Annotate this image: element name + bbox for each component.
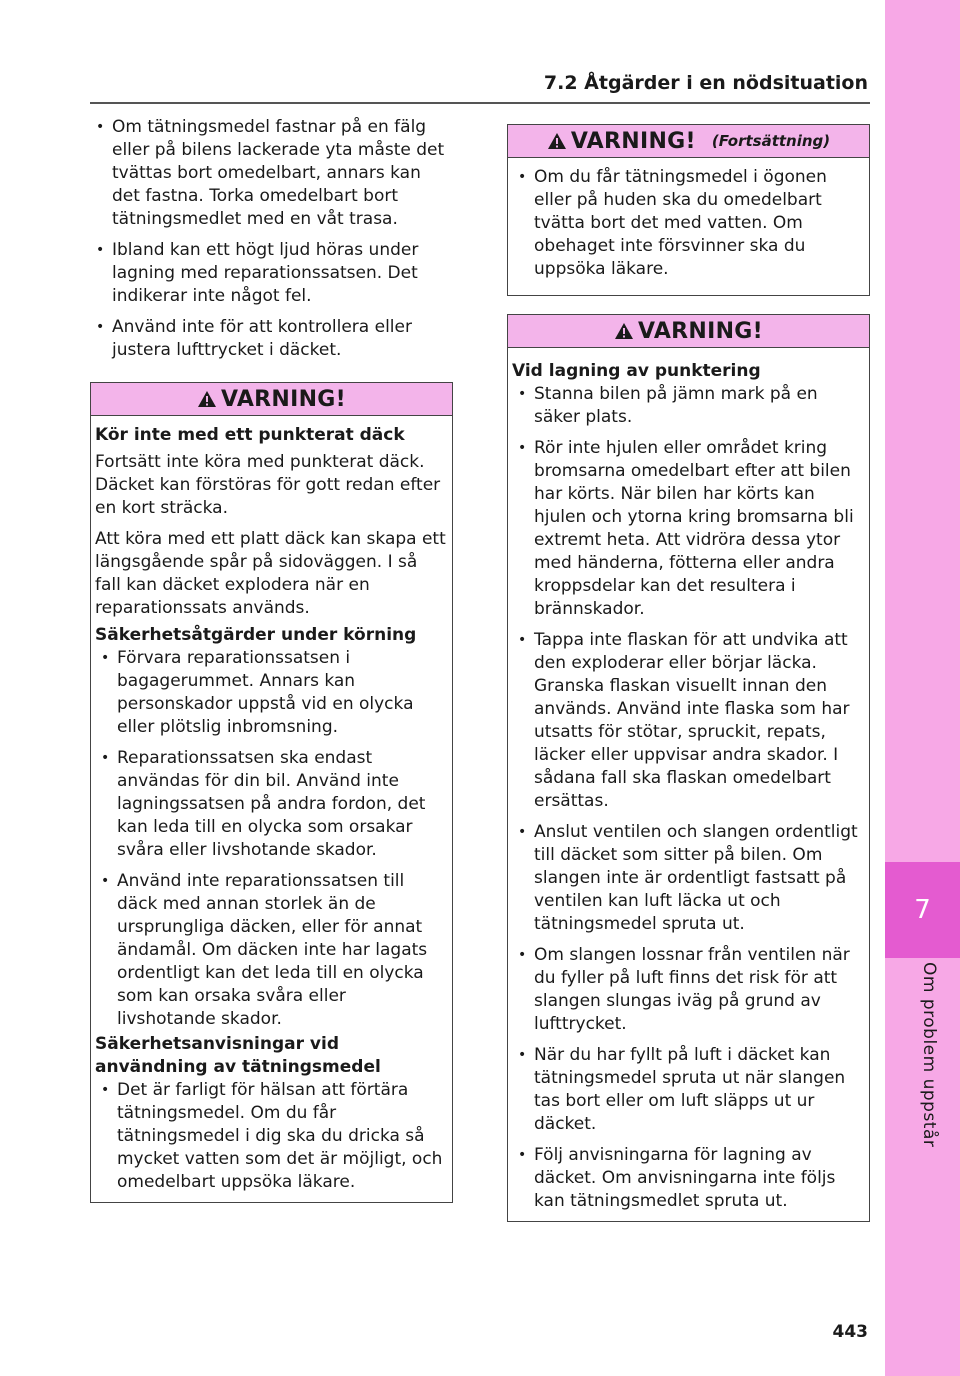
warning-subheading: Säkerhetsanvisningar vid användning av tätningsmedel — [95, 1034, 381, 1077]
warning-header — [91, 383, 452, 416]
chapter-label: Om problem uppstår — [919, 962, 939, 1148]
warning-list — [95, 647, 446, 1031]
page-number: 443 — [832, 1322, 868, 1342]
list-item: • Om du får tätningsmedel i ögonen eller på huden ska du omedelbart tvätta bort det med vatten. Om obehaget inte försvinner ska du uppsöka läkare. — [512, 166, 863, 281]
list-item: • Följ anvisningarna för lagning av däcket. Om anvisningarna inte följs kan tätningsmedlet spruta ut. — [512, 1144, 863, 1213]
list-item: • Om tätningsmedel fastnar på en fälg eller på bilens lackerade yta måste det tvättas bort omedelbart, annars kan det fastna. Torka omedelbart bort tätningsmedlet med en våt trasa. — [90, 116, 453, 231]
list-item: • Om slangen lossnar från ventilen när du fyller på luft finns det risk för att slangen slungas iväg på grund av lufttrycket. — [512, 944, 863, 1036]
warning-paragraph: Att köra med ett platt däck kan skapa ett längsgående spår på sidoväggen. I så fall kan däcket explodera när en reparationssats används. — [95, 529, 446, 618]
list-item: • Stanna bilen på jämn mark på en säker plats. — [512, 383, 863, 429]
list-item: • Använd inte för att kontrollera eller justera lufttrycket i däcket. — [90, 316, 453, 362]
warning-triangle-icon — [614, 322, 634, 340]
warning-box-flat-tyre — [90, 382, 453, 1203]
continuation-label: (Fortsättning) — [711, 132, 831, 150]
warning-subheading: Vid lagning av punktering — [512, 361, 761, 381]
list-item: • Reparationssatsen ska endast användas för din bil. Använd inte lagningssatsen på andra fordon, det kan leda till en olycka som orsakar svåra eller livshotande skador. — [95, 747, 446, 862]
list-item: • Anslut ventilen och slangen ordentligt till däcket som sitter på bilen. Om slangen inte är ordentligt fastsatt på ventilen kan luft läcka ut och tätningsmedel spruta ut. — [512, 821, 863, 936]
list-item: • Förvara reparationssatsen i bagagerummet. Annars kan personskador uppstå vid en olycka eller plötslig inbromsning. — [95, 647, 446, 739]
warning-subheading: Säkerhetsåtgärder under körning — [95, 625, 417, 645]
chapter-tab-top — [885, 0, 960, 862]
warning-body — [508, 348, 869, 1221]
list-item: • Ibland kan ett högt ljud höras under lagning med reparationssatsen. Det indikerar inte något fel. — [90, 239, 453, 308]
warning-header — [508, 125, 869, 158]
chapter-number: 7 — [885, 862, 960, 958]
warning-title: VARNING! — [570, 128, 696, 154]
warning-triangle-icon — [197, 390, 217, 408]
list-item: • Rör inte hjulen eller området kring bromsarna omedelbart efter att bilen har körts. När bilen har körts kan hjulen och ytorna kring bromsarna bli extremt heta. Att vidröra dessa ytor med händerna, fötterna eller andra kroppsdelar kan det resultera i brännskador. — [512, 437, 863, 621]
warning-body — [91, 416, 452, 1202]
warning-title: VARNING! — [220, 386, 346, 412]
warning-triangle-icon — [547, 132, 567, 150]
warning-box-continued — [507, 124, 870, 296]
warning-box-puncture-repair — [507, 314, 870, 1222]
left-column — [90, 116, 453, 1203]
list-item: • Tappa inte flaskan för att undvika att den exploderar eller börjar läcka. Granska flaskan visuellt innan den används. Använd inte flaska som har utsatts för stötar, spruckit, repats, läcker eller uppvisar andra skador. I sådana fall ska flaskan omedelbart ersättas. — [512, 629, 863, 813]
warning-list — [512, 383, 863, 1213]
warning-title: VARNING! — [637, 318, 763, 344]
warning-list — [512, 166, 863, 281]
right-column — [507, 124, 870, 1222]
list-item: • Använd inte reparationssatsen till däck med annan storlek än de ursprungliga däcken, eller för annat ändamål. Om däcken inte har lagats ordentligt kan det leda till en olycka som kan orsaka svåra eller livshotande skador. — [95, 870, 446, 1031]
warning-list — [95, 1079, 446, 1194]
list-item: • Det är farligt för hälsan att förtära tätningsmedel. Om du får tätningsmedel i dig ska du dricka så mycket vatten som det är möjligt, och omedelbart uppsöka läkare. — [95, 1079, 446, 1194]
list-item: • När du har fyllt på luft i däcket kan tätningsmedel spruta ut när slangen tas bort eller om luft släpps ut ur däcket. — [512, 1044, 863, 1136]
warning-paragraph: Fortsätt inte köra med punkterat däck. Däcket kan förstöras för gott redan efter en kort sträcka. — [95, 452, 441, 518]
warning-header — [508, 315, 869, 348]
section-title: 7.2 Åtgärder i en nödsituation — [543, 72, 868, 94]
header-divider — [90, 102, 870, 104]
warning-body — [508, 158, 869, 295]
warning-subheading: Kör inte med ett punkterat däck — [95, 425, 405, 445]
info-bullet-list — [90, 116, 453, 362]
